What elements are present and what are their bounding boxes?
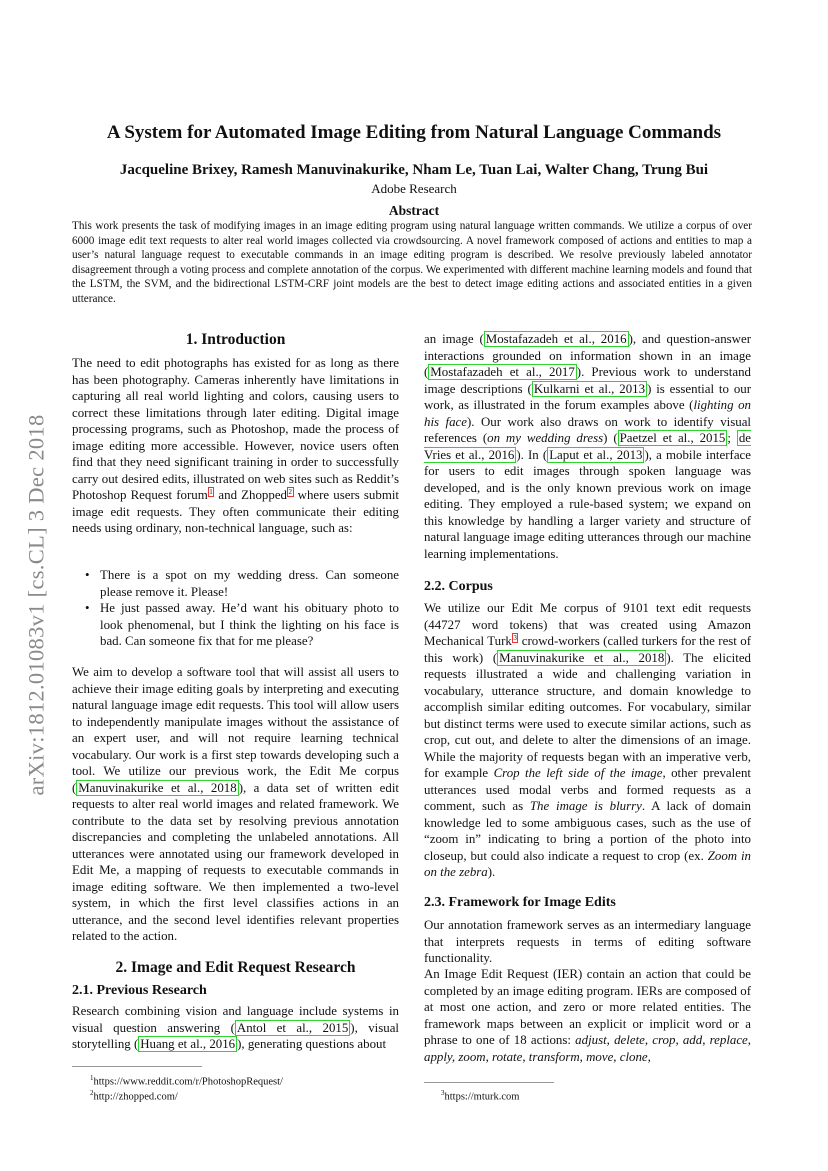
footnote-ref-1[interactable]: 1 [209, 487, 213, 496]
footnote-divider [424, 1082, 554, 1083]
footnote-ref-2[interactable]: 2 [288, 487, 292, 496]
corpus-paragraph [424, 600, 751, 881]
citation-link[interactable]: Manuvinakurike et al., 2018 [499, 650, 665, 665]
f-text-a: An Image Edit Request (IER) contain an action that could be completed by an image editing program. IERs are composed of at most one action, and zero or more related entities. The framework maps between an explicit or implicit word or a phrase to one of 18 actions: [424, 967, 751, 1047]
c-text-a: We utilize our Edit Me corpus of 9101 text edit requests (44727 word tokens) that was created using Amazon Mechanical Turk [424, 601, 751, 648]
intro-p1-text-b: and Zhopped [214, 488, 287, 502]
r-text-f: ) ( [603, 431, 618, 445]
intro-paragraph-1 [72, 355, 399, 537]
citation-link[interactable]: Mostafazadeh et al., 2016 [485, 332, 627, 346]
footnote-number: 1 [90, 1074, 94, 1082]
f-em: adjust, delete, crop, add, replace, apply, zoom, rotate, transform, move, clone, [424, 1033, 752, 1064]
c-text-e: . A lack of domain knowledge led to some ambiguous cases, such as the use of “zoom in” indicating to bring a portion of the photo into closeup, but could also indicate a request to crop (ex. [424, 799, 751, 863]
abstract-text: This work presents the task of modifying images in an image editing program using natural language written commands. We utilize a corpus of over 6000 image edit text requests to alter real world images collected via crowdsourcing. A novel framework composed of actions and entities to map a user’s natural language request to executable commands in an image editing program is described. We resolve previously labeled annotator disagreement through a voting process and complete annotation of the corpus. We experimented with different machine learning models and found that the LSTM, the SVM, and the bidirectional LSTM-CRF joint models are the best to detect image editing actions and associated entities in a given utterance. [72, 220, 752, 305]
footnote-number: 2 [90, 1089, 94, 1097]
c-text-c: ). The elicited requests illustrated a wide and challenging variation in vocabulary, utterance structure, and domain knowledge to accomplish similar editing outcomes. For vocabulary, similar but distinct terms were used to execute similar actions, such as crop, cut out, and delete to alter the dimensions of an image. While the majority of requests began with an imperative verb, for example [424, 650, 751, 780]
footnote-divider [72, 1066, 202, 1067]
prev-text-b: ), visual storytelling ( [72, 1020, 399, 1051]
footnote-2 [90, 1086, 178, 1105]
r-text-b: ), and question-answer interactions grounded on information shown in an image ( [424, 332, 752, 379]
framework-paragraph-1: Our annotation framework serves as an intermediary language that interprets requests in terms of editing software functionality. [424, 918, 751, 965]
arxiv-stamp [22, 370, 52, 840]
citation-link[interactable]: Antol et al., 2015 [236, 1020, 349, 1035]
r-em-1: lighting on his face [424, 398, 751, 429]
c-em-3: Zoom in on the zebra [424, 848, 752, 879]
footnote-url[interactable]: https://mturk.com [444, 1091, 520, 1103]
intro-paragraph-2 [72, 664, 399, 945]
citation-link[interactable]: Kulkarni et al., 2013 [533, 381, 646, 396]
c-text-b: crowd-workers (called turkers for the rest of this work) ( [424, 634, 751, 665]
affiliation: Adobe Research [371, 181, 457, 196]
citation-link[interactable]: Mostafazadeh et al., 2017 [430, 365, 575, 379]
intro-p2-text-a: We aim to develop a software tool that will assist all users to achieve their image editing goals by interpreting and executing natural language image edit requests. This tool will allow users to independently manipulate images without the assistance of an expert user, and will not require learning technical vocabulary. Our work is a first step towards developing such a tool. We utilize our previous work, the Edit Me corpus ( [72, 665, 399, 795]
subsection-heading-corpus: 2.2. Corpus [424, 579, 493, 594]
author-list: Jacqueline Brixey, Ramesh Manuvinakurike, Nham Le, Tuan Lai, Walter Chang, Trung Bui [119, 162, 709, 178]
list-item: • There is a spot on my wedding dress. Can someone please remove it. Please! [84, 567, 399, 600]
intro-p1-text-c: where users submit image edit requests. They often communicate their editing needs using ordinary, non-technical language, such as: [72, 488, 400, 535]
prev-text-c: ), generating questions about [237, 1037, 387, 1051]
intro-p1-text-a: The need to edit photographs has existed for as long as there has been photography. Cameras inherently have limitations in capturing all real world lighting and colors, causing users to correct these limitations through later editing. Digital image processing programs, such as Photoshop, made the process of image editing more accessible. However, novice users often find that they need significant training in order to successfully carry out desired edits, illustrated on web sites such as Reddit’s Photoshop Request forum [72, 356, 399, 502]
r-em-2: on my wedding dress [487, 431, 604, 445]
r-text-d: ) is essential to our work, as illustrated in the forum examples above ( [424, 381, 751, 412]
arxiv-id: arXiv:1812.01083v1 [cs.CL] 3 Dec 2018 [24, 414, 49, 796]
citation-link[interactable]: Paetzel et al., 2015 [619, 431, 726, 445]
footnote-ref-3[interactable]: 3 [513, 633, 517, 642]
prev-text-a: Research combining vision and language include systems in visual question answering ( [72, 1004, 399, 1035]
section-heading-introduction: 1. Introduction [185, 331, 286, 348]
footnote-url[interactable]: http://zhopped.com/ [93, 1091, 178, 1103]
paper-title: A System for Automated Image Editing from Natural Language Commands [106, 122, 722, 143]
r-text-i: ), a mobile interface for users to edit images through spoken language was developed, and is the only known previous work on image editing. They employed a rule-based system; we expand on this knowledge by handling a larger variety and structure of natural language image editing utterances through our machine learning implementations. [424, 447, 751, 561]
c-text-d: , other prevalent utterances used modal verbs and formed requests as a comment, such as [424, 766, 751, 813]
r-text-e: ). Our work also draws on work to identify visual references ( [424, 414, 751, 445]
framework-paragraph-2 [424, 966, 751, 1065]
citation-link[interactable]: Manuvinakurike et al., 2018 [78, 780, 237, 795]
footnote-number: 3 [441, 1089, 445, 1097]
example-request-list [84, 567, 399, 650]
subsection-heading-framework: 2.3. Framework for Image Edits [424, 895, 616, 910]
c-text-f: ). [487, 865, 496, 879]
previous-research-paragraph [72, 1003, 399, 1053]
list-item: • He just passed away. He’d want his obituary photo to look phenomenal, but I think the lighting on his face is bad. Can someone fix that for me please? [84, 600, 399, 650]
abstract-heading: Abstract [388, 203, 440, 218]
footnote-url[interactable]: https://www.reddit.com/r/PhotoshopRequest/ [93, 1076, 283, 1088]
r-text-g: ; [727, 431, 737, 445]
intro-p2-text-b: ), a data set of written edit requests to alter real world images and related framework. We contribute to the data set by resolving previous annotation discrepancies and completing the unlabeled annotations. All utterances were annotated using our framework developed in Edit Me, a mapping of requests to executable commands in image editing software. We then implemented a two-level system, in which the first level classifies actions in an utterance, and the second level identifies relevant properties related to the action. [72, 780, 399, 943]
previous-research-continued [424, 331, 751, 562]
r-text-h: ). In ( [516, 447, 548, 462]
citation-link[interactable]: de Vries et al., 2016 [424, 431, 752, 462]
r-text-a: an image ( [424, 332, 484, 346]
r-text-c: ). Previous work to understand image descriptions ( [424, 365, 751, 396]
c-em-1: Crop the left side of the image [493, 766, 663, 780]
citation-link[interactable]: Laput et al., 2013 [549, 447, 643, 462]
c-em-2: The image is blurry [529, 799, 642, 813]
section-heading-image-edit-research: 2. Image and Edit Request Research [115, 959, 356, 976]
subsection-heading-previous-research: 2.1. Previous Research [72, 983, 207, 998]
citation-link[interactable]: Huang et al., 2016 [140, 1037, 236, 1051]
footnote-3 [441, 1086, 519, 1105]
